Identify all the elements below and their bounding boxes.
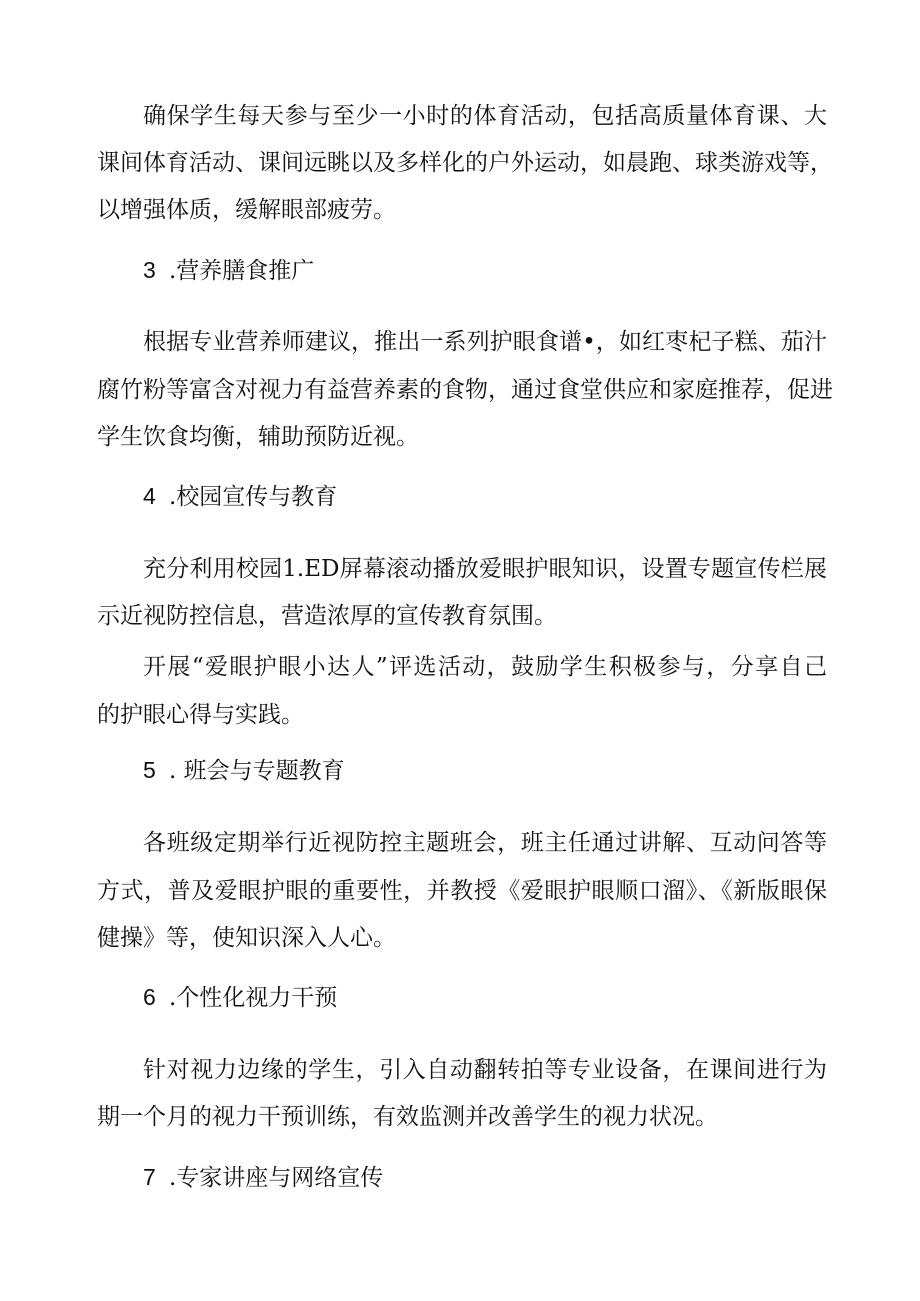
paragraph-1-line-2: 课间体育活动、课间远眺以及多样化的户外运动，如晨跑、球类游戏等， <box>97 150 833 176</box>
paragraph-6-line-1: 针对视力边缘的学生，引入自动翻转拍等专业设备，在课间进行为 <box>143 1057 827 1083</box>
paragraph-6-line-2: 期一个月的视力干预训练，有效监测并改善学生的视力状况。 <box>97 1104 718 1130</box>
section-number: 5 <box>143 757 156 783</box>
paragraph-4-line-1: 开展“爱眼护眼小达人”评选活动，鼓励学生积极参与，分享自己 <box>143 654 827 680</box>
paragraph-3-line-1: 充分利用校园1.ED屏幕滚动播放爱眼护眼知识，设置专题宣传栏展 <box>143 556 827 582</box>
paragraph-5-line-1: 各班级定期举行近视防控主题班会，班主任通过讲解、互动问答等 <box>143 830 827 856</box>
section-number: 6 <box>143 984 156 1010</box>
paragraph-1-line-3: 以增强体质，缓解眼部疲劳。 <box>97 197 396 223</box>
section-heading-3 <box>143 255 314 286</box>
section-number: 4 <box>143 483 156 509</box>
section-number: 3 <box>143 257 156 283</box>
paragraph-3-line-2: 示近视防控信息，营造浓厚的宣传教育氛围。 <box>97 603 557 629</box>
section-title: .营养膳食推广 <box>169 258 315 284</box>
section-title: . 班会与专题教育 <box>169 758 345 784</box>
paragraph-2-line-3: 学生饮食均衡，辅助预防近视。 <box>97 424 419 450</box>
section-heading-6 <box>143 982 337 1013</box>
section-heading-7 <box>143 1162 383 1193</box>
paragraph-1-line-1: 确保学生每天参与至少一小时的体育活动，包括高质量体育课、大 <box>143 103 827 129</box>
paragraph-2-line-2: 腐竹粉等富含对视力有益营养素的食物，通过食堂供应和家庭推荐，促进 <box>97 377 833 403</box>
section-number: 7 <box>143 1164 156 1190</box>
paragraph-4-line-2: 的护眼心得与实践。 <box>97 702 304 728</box>
section-title: .个性化视力干预 <box>169 985 338 1011</box>
section-heading-5 <box>143 755 345 786</box>
paragraph-2-line-1: 根据专业营养师建议，推出一系列护眼食谱•，如红枣杞子糕、茄汁 <box>143 329 827 355</box>
section-title: .校园宣传与教育 <box>169 484 338 510</box>
paragraph-5-line-3: 健操》等，使知识深入人心。 <box>97 925 396 951</box>
paragraph-5-line-2: 方式，普及爱眼护眼的重要性，并教授《爱眼护眼顺口溜》、《新版眼保 <box>97 878 827 904</box>
section-title: .专家讲座与网络宣传 <box>169 1165 384 1191</box>
section-heading-4 <box>143 481 337 512</box>
